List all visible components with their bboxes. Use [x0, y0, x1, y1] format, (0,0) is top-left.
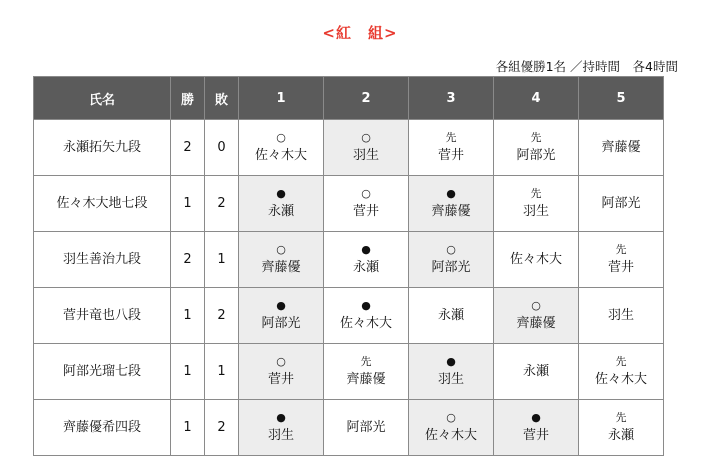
game-cell-round-3	[409, 232, 494, 288]
player-name: 齊藤優希四段	[34, 400, 171, 456]
opponent-name: 佐々木大	[254, 147, 307, 163]
wins-count: 2	[171, 232, 205, 288]
table-row	[34, 400, 664, 456]
opponent-name: 羽生	[607, 307, 634, 323]
header-wins: 勝	[171, 77, 205, 120]
game-cell-round-2	[324, 400, 409, 456]
game-cell-round-2	[324, 232, 409, 288]
result-mark: ○	[361, 186, 371, 200]
game-cell-round-4	[494, 400, 579, 456]
result-mark: 先	[360, 354, 372, 368]
opponent-name: 永瀬	[522, 363, 549, 379]
opponent-name: 菅井	[267, 371, 294, 387]
header-round-5: 5	[579, 77, 664, 120]
losses-count: 1	[205, 344, 239, 400]
result-mark: ●	[361, 298, 371, 312]
opponent-name: 永瀬	[437, 307, 464, 323]
result-mark: 先	[615, 242, 627, 256]
game-cell-round-1	[239, 120, 324, 176]
opponent-name: 齊藤優	[431, 203, 471, 219]
tournament-rules-note: 各組優勝1名 ／持時間 各4時間	[495, 59, 678, 74]
result-mark: ●	[446, 354, 456, 368]
player-name: 阿部光瑠七段	[34, 344, 171, 400]
result-mark: 先	[615, 410, 627, 424]
game-cell-round-5	[579, 232, 664, 288]
losses-count: 2	[205, 400, 239, 456]
result-mark: ●	[276, 186, 286, 200]
player-name: 菅井竜也八段	[34, 288, 171, 344]
result-mark: ○	[446, 242, 456, 256]
opponent-name: 阿部光	[261, 315, 301, 331]
game-cell-round-2	[324, 176, 409, 232]
game-cell-round-1	[239, 400, 324, 456]
game-cell-round-3	[409, 176, 494, 232]
result-mark: ●	[276, 410, 286, 424]
game-cell-round-4	[494, 232, 579, 288]
opponent-name: 阿部光	[601, 195, 641, 211]
losses-count: 1	[205, 232, 239, 288]
opponent-name: 齊藤優	[261, 259, 301, 275]
result-mark: 先	[615, 354, 627, 368]
standings-table	[33, 76, 664, 456]
losses-count: 2	[205, 176, 239, 232]
game-cell-round-3	[409, 120, 494, 176]
opponent-name: 羽生	[267, 427, 294, 443]
game-cell-round-5	[579, 288, 664, 344]
header-round-2: 2	[324, 77, 409, 120]
game-cell-round-5	[579, 344, 664, 400]
result-mark: 先	[530, 186, 542, 200]
header-name: 氏名	[34, 77, 171, 120]
opponent-name: 佐々木大	[594, 371, 647, 387]
opponent-name: 佐々木大	[339, 315, 392, 331]
game-cell-round-5	[579, 120, 664, 176]
game-cell-round-2	[324, 344, 409, 400]
opponent-name: 佐々木大	[509, 251, 562, 267]
game-cell-round-4	[494, 176, 579, 232]
player-name: 羽生善治九段	[34, 232, 171, 288]
table-header-row	[34, 77, 664, 120]
opponent-name: 菅井	[352, 203, 379, 219]
result-mark: ●	[446, 186, 456, 200]
wins-count: 2	[171, 120, 205, 176]
player-name: 佐々木大地七段	[34, 176, 171, 232]
result-mark: ○	[531, 298, 541, 312]
result-mark: ○	[276, 354, 286, 368]
result-mark: ○	[446, 410, 456, 424]
wins-count: 1	[171, 344, 205, 400]
result-mark: ○	[276, 242, 286, 256]
result-mark: ●	[276, 298, 286, 312]
game-cell-round-3	[409, 288, 494, 344]
table-row	[34, 344, 664, 400]
wins-count: 1	[171, 288, 205, 344]
wins-count: 1	[171, 400, 205, 456]
opponent-name: 菅井	[607, 259, 634, 275]
table-row	[34, 176, 664, 232]
opponent-name: 阿部光	[516, 147, 556, 163]
result-mark: ●	[531, 410, 541, 424]
game-cell-round-2	[324, 288, 409, 344]
opponent-name: 佐々木大	[424, 427, 477, 443]
game-cell-round-4	[494, 288, 579, 344]
player-name: 永瀬拓矢九段	[34, 120, 171, 176]
game-cell-round-5	[579, 176, 664, 232]
header-round-4: 4	[494, 77, 579, 120]
table-row	[34, 232, 664, 288]
table-row	[34, 120, 664, 176]
page-title: <紅 組>	[322, 24, 398, 42]
result-mark: ●	[361, 242, 371, 256]
game-cell-round-1	[239, 288, 324, 344]
header-round-3: 3	[409, 77, 494, 120]
game-cell-round-5	[579, 400, 664, 456]
opponent-name: 羽生	[437, 371, 464, 387]
opponent-name: 永瀬	[352, 259, 379, 275]
opponent-name: 齊藤優	[601, 139, 641, 155]
game-cell-round-4	[494, 344, 579, 400]
header-losses: 敗	[205, 77, 239, 120]
opponent-name: 永瀬	[267, 203, 294, 219]
opponent-name: 羽生	[522, 203, 549, 219]
game-cell-round-2	[324, 120, 409, 176]
result-mark: ○	[361, 130, 371, 144]
result-mark: 先	[530, 130, 542, 144]
opponent-name: 永瀬	[607, 427, 634, 443]
opponent-name: 齊藤優	[516, 315, 556, 331]
wins-count: 1	[171, 176, 205, 232]
result-mark: ○	[276, 130, 286, 144]
game-cell-round-4	[494, 120, 579, 176]
opponent-name: 阿部光	[431, 259, 471, 275]
header-round-1: 1	[239, 77, 324, 120]
losses-count: 0	[205, 120, 239, 176]
opponent-name: 羽生	[352, 147, 379, 163]
game-cell-round-1	[239, 344, 324, 400]
opponent-name: 齊藤優	[346, 371, 386, 387]
game-cell-round-3	[409, 344, 494, 400]
game-cell-round-1	[239, 176, 324, 232]
losses-count: 2	[205, 288, 239, 344]
opponent-name: 菅井	[522, 427, 549, 443]
result-mark: 先	[445, 130, 457, 144]
table-row	[34, 288, 664, 344]
opponent-name: 阿部光	[346, 419, 386, 435]
game-cell-round-1	[239, 232, 324, 288]
opponent-name: 菅井	[437, 147, 464, 163]
game-cell-round-3	[409, 400, 494, 456]
